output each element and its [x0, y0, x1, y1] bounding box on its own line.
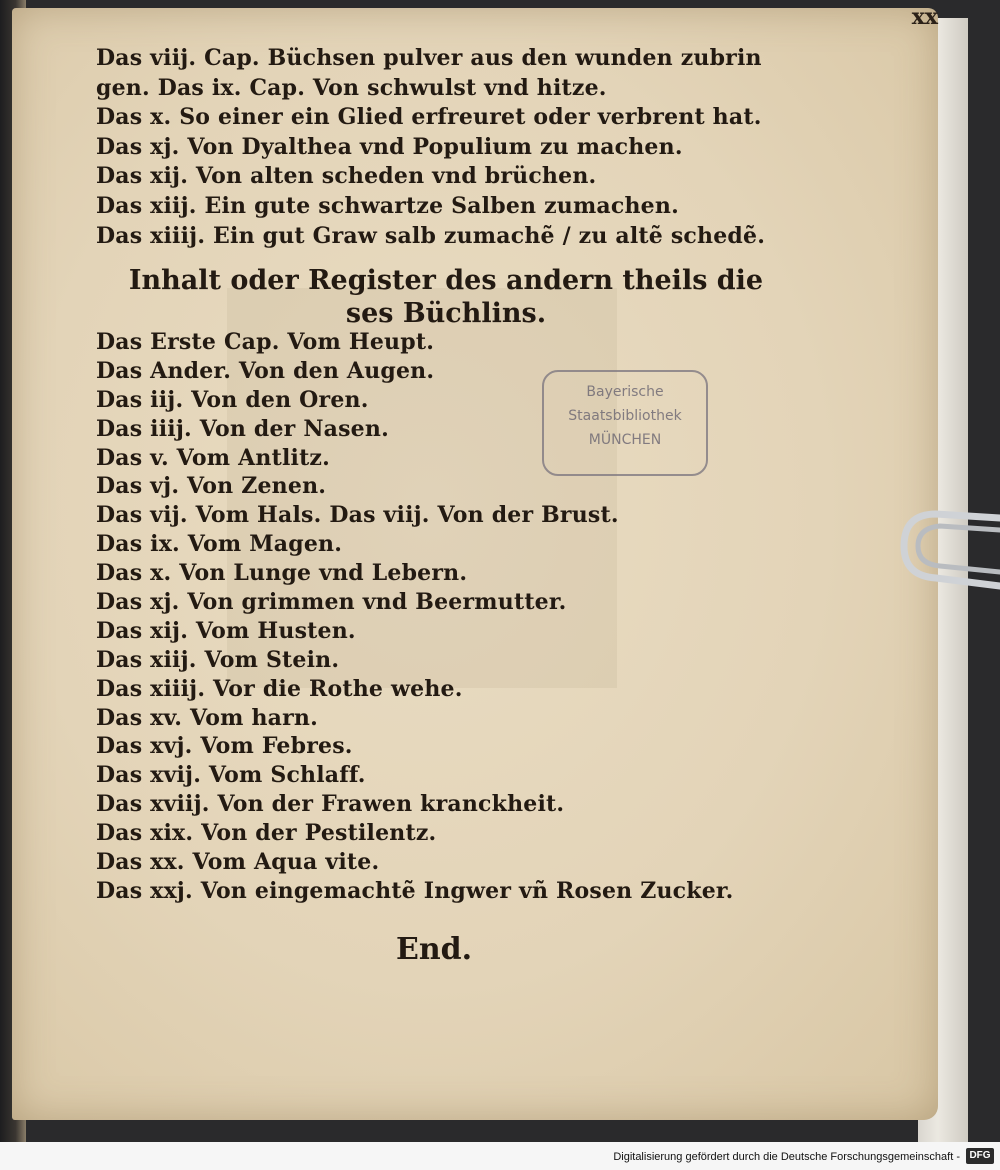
register-line: Das xv. Vom harn. [96, 704, 318, 731]
register-heading-line-2: ses Büchlins. [345, 298, 547, 329]
register-line: Das Ander. Von den Augen. [96, 357, 435, 384]
chapter-line: Das xiiij. Ein gut Graw salb zumachẽ / zu altẽ schedẽ. [96, 222, 766, 249]
register-heading-line-1: Inhalt oder Register des andern theils die [128, 265, 764, 296]
chapter-line: Das viij. Cap. Büchsen pulver aus den wunden zubrin [96, 45, 762, 71]
register-line: Das iij. Von den Oren. [96, 386, 369, 413]
chapter-list-top [96, 44, 765, 251]
register-line: Das xxj. Von eingemachtẽ Ingwer vñ Rosen Zucker. [96, 877, 734, 904]
footer-credit: Digitalisierung gefördert durch die Deutsche Forschungsgemeinschaft - [613, 1151, 960, 1163]
register-line: Das vij. Vom Hals. Das viij. Von der Brust. [96, 502, 619, 529]
chapter-line: Das xiij. Ein gute schwartze Salben zumachen. [96, 192, 679, 219]
stamp-line-1: Bayerische [586, 384, 664, 400]
library-stamp [542, 370, 708, 476]
chapter-line: gen. Das ix. Cap. Von schwulst vnd hitze. [96, 74, 607, 101]
chapter-line: Das xij. Von alten scheden vnd brüchen. [96, 163, 597, 190]
chapter-line: Das xj. Von Dyalthea vnd Populium zu machen. [96, 133, 683, 160]
register-line: Das xiij. Vom Stein. [96, 646, 340, 673]
document-page [12, 4, 938, 1120]
stamp-line-2: Staatsbibliothek [568, 408, 682, 424]
register-line: Das xj. Von grimmen vnd Beermutter. [96, 589, 567, 616]
footer-bar [0, 1142, 1000, 1170]
page-corner-mark: xx [911, 4, 938, 30]
register-line: Das ix. Vom Magen. [96, 531, 343, 558]
register-line: Das iiij. Von der Nasen. [96, 415, 389, 442]
register-heading [96, 264, 796, 330]
register-line: Das xvij. Vom Schlaff. [96, 762, 366, 789]
paper-clip-icon [896, 506, 1000, 596]
register-line: Das Erste Cap. Vom Heupt. [96, 329, 435, 355]
register-line: Das xix. Von der Pestilentz. [96, 820, 437, 847]
register-line: Das xvj. Vom Febres. [96, 733, 353, 760]
chapter-line: Das x. So einer ein Glied erfreuret oder verbrent hat. [96, 104, 762, 131]
register-line: Das xij. Vom Husten. [96, 617, 356, 644]
register-line: Das vj. Von Zenen. [96, 473, 327, 500]
register-line: Das v. Vom Antlitz. [96, 444, 330, 471]
register-line: Das xx. Vom Aqua vite. [96, 849, 380, 876]
register-line: Das xviij. Von der Frawen kranckheit. [96, 791, 565, 818]
stamp-line-3: MÜNCHEN [588, 432, 662, 448]
register-line: Das x. Von Lunge vnd Lebern. [96, 560, 468, 587]
register-line: Das xiiij. Vor die Rothe wehe. [96, 675, 463, 702]
dfg-logo: DFG [966, 1148, 994, 1164]
end-text: End. [396, 932, 473, 967]
